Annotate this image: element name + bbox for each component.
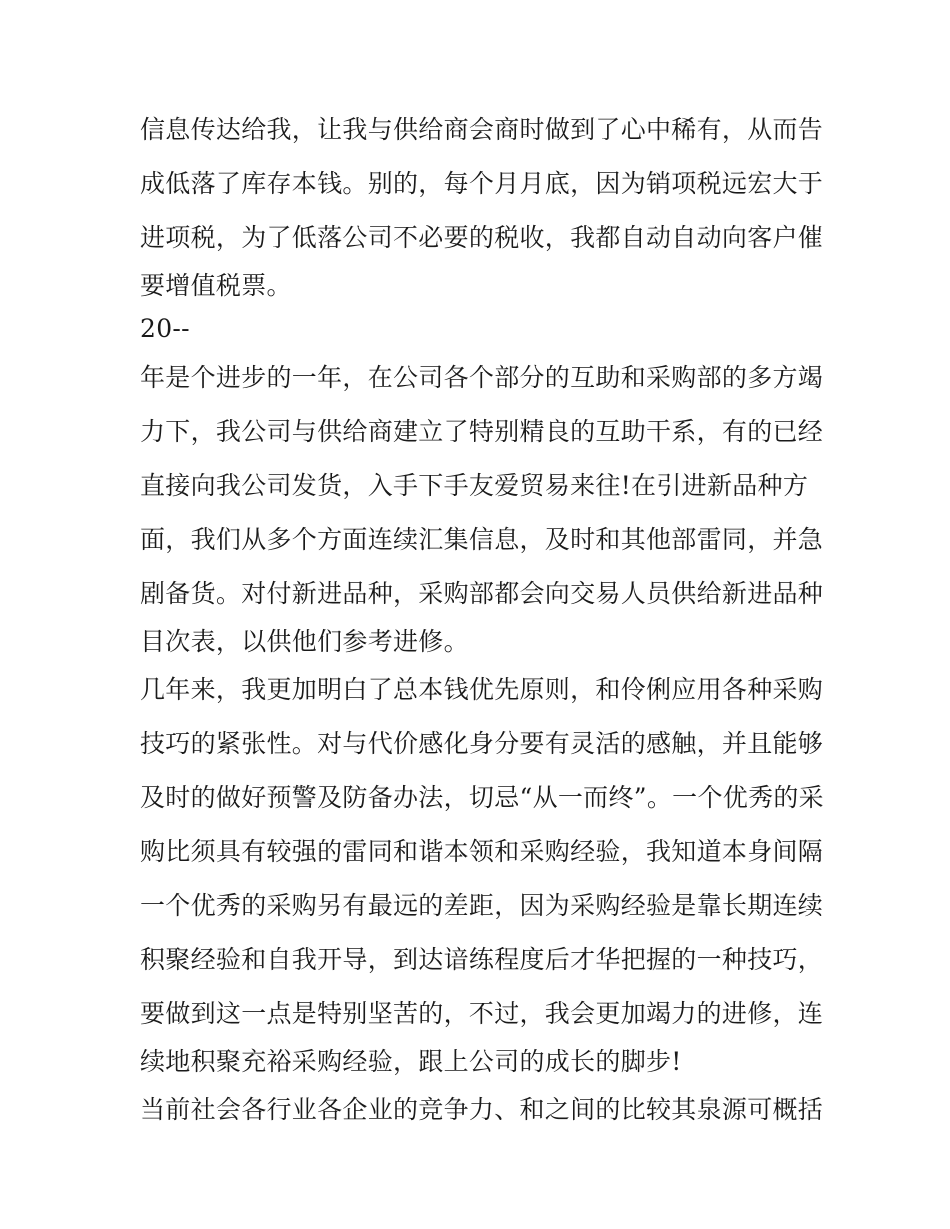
text-line: 成低落了库存本钱。别的，每个月月底，因为销项税远宏大于 [140, 169, 824, 198]
document-body [140, 103, 824, 1137]
text-line-year: 20-- [140, 314, 190, 343]
text-line: 年是个进步的一年，在公司各个部分的互助和采购部的多方竭 [140, 363, 824, 392]
text-line: 进项税，为了低落公司不必要的税收，我都自动自动向客户催 [140, 223, 824, 252]
text-line: 要做到这一点是特别坚苦的，不过，我会更加竭力的进修，连 [140, 999, 824, 1028]
text-line: 一个优秀的采购另有最远的差距，因为采购经验是靠长期连续 [140, 891, 824, 920]
text-line: 信息传达给我，让我与供给商会商时做到了心中稀有，从而告 [140, 115, 824, 144]
text-line: 目次表，以供他们参考进修。 [140, 627, 469, 656]
text-line: 续地积聚充裕采购经验，跟上公司的成长的脚步! [140, 1047, 682, 1076]
text-line: 当前社会各行业各企业的竞争力、和之间的比较其泉源可概括 [140, 1095, 824, 1124]
text-line: 要增值税票。 [140, 271, 292, 300]
text-line: 剧备货。对付新进品种，采购部都会向交易人员供给新进品种 [140, 579, 824, 608]
text-line: 几年来，我更加明白了总本钱优先原则，和伶俐应用各种采购 [140, 675, 824, 704]
text-line: 购比须具有较强的雷同和谐本领和采购经验，我知道本身间隔 [140, 837, 824, 866]
text-line: 面，我们从多个方面连续汇集信息，及时和其他部雷同，并急 [140, 525, 824, 554]
text-line: 技巧的紧张性。对与代价感化身分要有灵活的感触，并且能够 [140, 729, 824, 758]
text-line: 力下，我公司与供给商建立了特别精良的互助干系，有的已经 [140, 417, 824, 446]
text-line: 及时的做好预警及防备办法，切忌“从一而终”。一个优秀的采 [140, 783, 824, 812]
text-line: 积聚经验和自我开导，到达谙练程度后才华把握的一种技巧， [140, 945, 824, 974]
text-line: 直接向我公司发货，入手下手友爱贸易来往!在引进新品种方 [140, 471, 809, 500]
